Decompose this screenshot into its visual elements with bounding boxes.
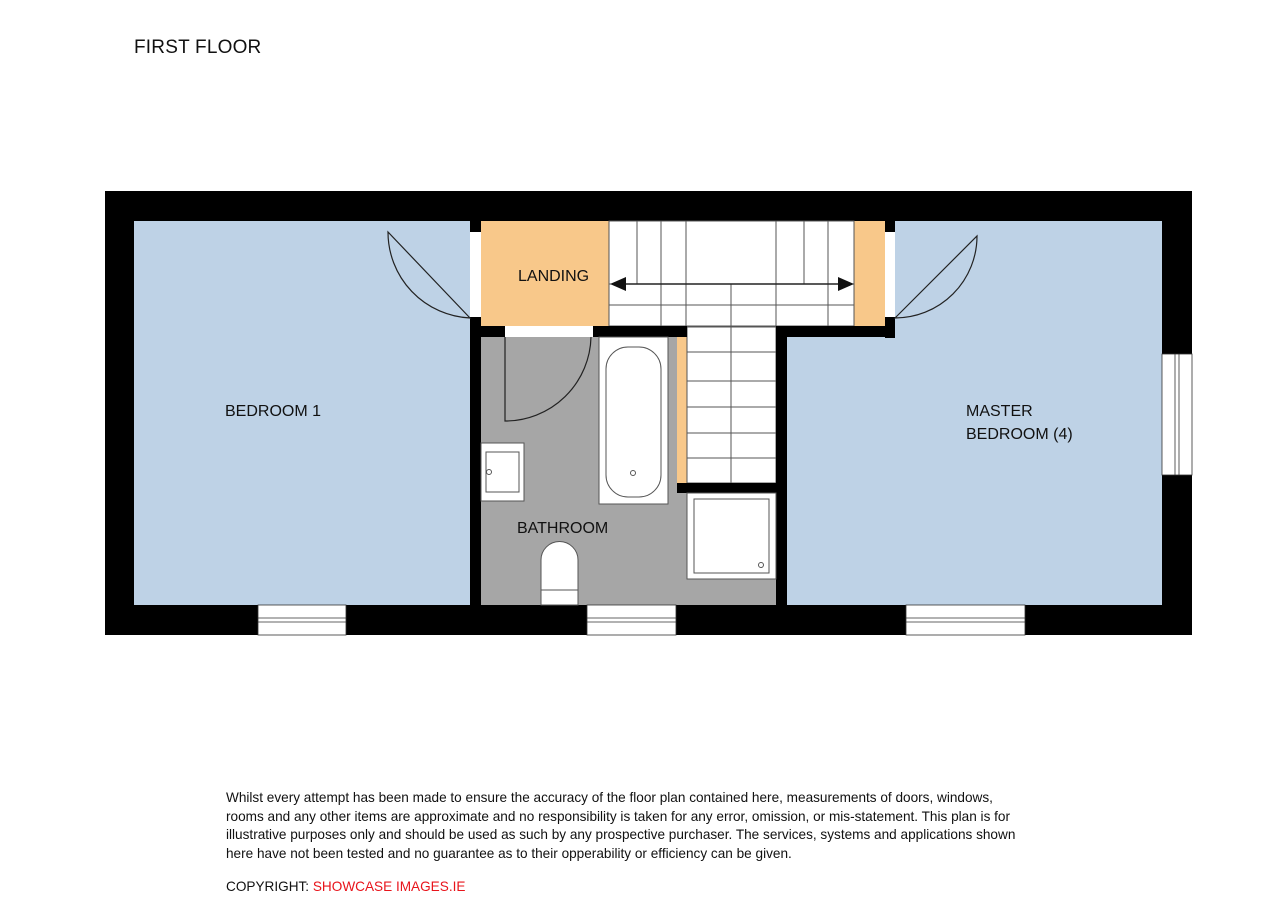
landing-strip-stair <box>677 327 687 483</box>
disclaimer <box>226 789 1066 863</box>
landing-strip-right <box>854 221 885 326</box>
bathroom-label: BATHROOM <box>517 520 609 537</box>
floor-title: FIRST FLOOR <box>134 37 262 58</box>
bathtub <box>599 337 668 504</box>
disclaimer-line: here have not been tested and no guarantee as to their opperability or efficiency can be given. <box>226 845 792 861</box>
sink <box>481 443 524 501</box>
copyright-brand: SHOWCASE IMAGES.IE <box>312 879 466 894</box>
copyright <box>226 879 465 894</box>
master-bedroom-label-line1: MASTER <box>966 403 1033 420</box>
disclaimer-line: illustrative purposes only and should be used as such by any prospective purchaser. The services, systems and applications shown <box>226 827 1016 843</box>
shower-tray <box>687 493 776 579</box>
landing-label: LANDING <box>518 268 590 285</box>
toilet <box>541 542 578 606</box>
copyright-label: COPYRIGHT: <box>226 879 313 894</box>
disclaimer-line: rooms and any other items are approximate and no responsibility is taken for any error, omission, or mis-statement. This plan is for <box>226 808 1011 824</box>
master-bedroom-label-line2: BEDROOM (4) <box>966 426 1073 443</box>
disclaimer-line: Whilst every attempt has been made to ensure the accuracy of the floor plan contained here, measurements of doors, windows, <box>226 790 993 805</box>
bedroom-1-label: BEDROOM 1 <box>225 403 322 420</box>
